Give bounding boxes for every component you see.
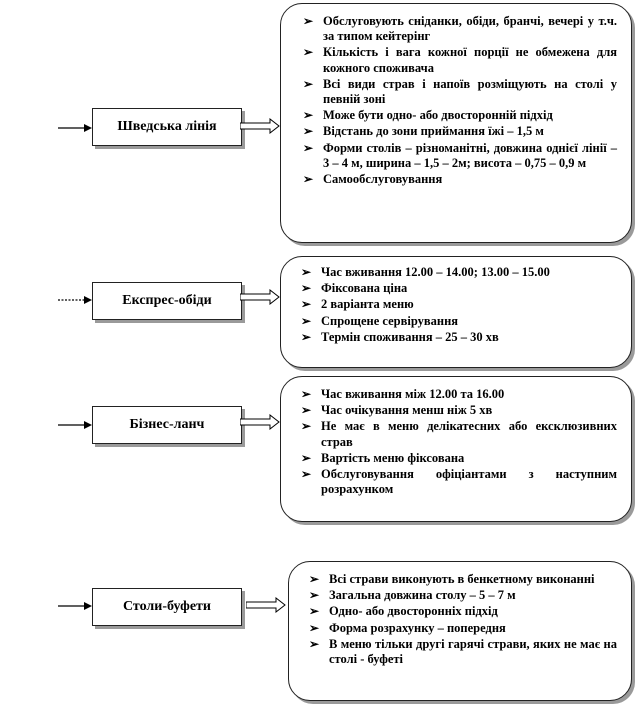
label-text: Шведська лінія (117, 119, 217, 134)
arrow-bullet-icon: ➢ (309, 636, 320, 651)
input-arrow-icon (58, 122, 92, 134)
input-arrow-icon (58, 294, 92, 306)
arrow-bullet-icon: ➢ (309, 588, 320, 603)
arrow-bullet-icon: ➢ (303, 76, 314, 91)
input-arrow-icon (58, 419, 92, 431)
list-item: ➢ Всі страви виконують в бенкетному виконанні (309, 572, 595, 586)
arrow-bullet-icon: ➢ (309, 572, 320, 586)
arrow-bullet-icon: ➢ (301, 450, 312, 465)
arrow-bullet-icon: ➢ (309, 604, 320, 619)
arrow-bullet-icon: ➢ (303, 172, 314, 187)
arrow-bullet-icon: ➢ (303, 108, 314, 123)
arrow-bullet-icon: ➢ (301, 265, 312, 279)
label-text: Бізнес-ланч (129, 417, 205, 432)
panel-ekspres-obidy (280, 256, 632, 368)
list-item: ➢ В меню тільки другі гарячі страви, яких не має на столі - буфеті (309, 636, 617, 667)
arrow-bullet-icon: ➢ (309, 620, 320, 635)
arrow-bullet-icon: ➢ (303, 45, 314, 60)
panel-stoly-bufety (288, 561, 632, 701)
list-item: ➢ Загальна довжина столу – 5 – 7 м (309, 588, 516, 603)
list-item: ➢ Всі види страв і напоїв розміщують на столі у певній зоні (303, 76, 617, 107)
outline-arrow-icon (240, 414, 280, 430)
label-biznes-lanch (92, 406, 242, 444)
list-item: ➢ Час вживання між 12.00 та 16.00 (301, 387, 505, 401)
list-item: ➢ 2 варіанта меню (301, 297, 414, 312)
list-item: ➢ Може бути одно- або двосторонній підхід (303, 108, 553, 123)
list-item: ➢ Вартість меню фіксована (301, 450, 465, 465)
outline-arrow-icon (240, 118, 280, 134)
arrow-bullet-icon: ➢ (301, 387, 312, 401)
label-shvedska-liniia (92, 108, 242, 146)
outline-arrow-icon (240, 289, 280, 305)
arrow-bullet-icon: ➢ (301, 467, 312, 482)
list-item: ➢ Самообслуговування (303, 172, 443, 187)
panel-biznes-lanch (280, 376, 632, 522)
arrow-bullet-icon: ➢ (301, 313, 312, 328)
list-item: ➢ Одно- або двосторонніх підхід (309, 604, 498, 619)
list-item: ➢ Відстань до зони приймання їжі – 1,5 м (303, 124, 544, 139)
list-item: ➢ Не має в меню делікатесних або ексклюзивних страв (301, 419, 617, 449)
arrow-bullet-icon: ➢ (303, 140, 314, 155)
list-item: ➢ Форма розрахунку – попередня (309, 620, 506, 635)
panel-shvedska-liniia (280, 3, 632, 243)
outline-arrow-icon (246, 597, 286, 613)
list-item: ➢ Фіксована ціна (301, 281, 408, 296)
label-stoly-bufety (92, 588, 242, 626)
list-item: ➢ Спрощене сервірування (301, 313, 459, 328)
label-ekspres-obidy (92, 282, 242, 320)
label-text: Експрес-обіди (122, 293, 212, 308)
list-item: ➢ Обслуговування офіціантами з наступним розрахунком (301, 467, 617, 497)
list-item: ➢ Час вживання 12.00 – 14.00; 13.00 – 15.00 (301, 265, 550, 279)
list-item: ➢ Час очікування менш ніж 5 хв (301, 403, 493, 418)
arrow-bullet-icon: ➢ (303, 14, 314, 28)
arrow-bullet-icon: ➢ (303, 124, 314, 139)
list-item: ➢ Кількість і вага кожної порції не обмежена для кожного споживача (303, 45, 617, 75)
list-item: ➢ Термін споживання – 25 – 30 хв (301, 329, 499, 344)
list-item: ➢ Форми столів – різноманітні, довжина однієї лінії – 3 – 4 м, ширина – 1,5 – 2м; висота – 0,75 – 0,9 м (303, 140, 617, 170)
arrow-bullet-icon: ➢ (301, 419, 312, 434)
arrow-bullet-icon: ➢ (301, 281, 312, 296)
label-text: Столи-буфети (123, 599, 211, 614)
arrow-bullet-icon: ➢ (301, 403, 312, 418)
arrow-bullet-icon: ➢ (301, 329, 312, 344)
list-item: ➢ Обслуговують сніданки, обіди, бранчі, вечері у т.ч. за типом кейтерінг (303, 14, 617, 44)
input-arrow-icon (58, 600, 92, 612)
arrow-bullet-icon: ➢ (301, 297, 312, 312)
